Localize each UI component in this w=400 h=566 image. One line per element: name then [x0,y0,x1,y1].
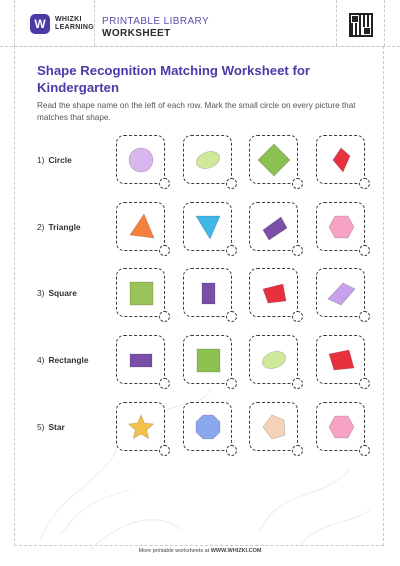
row-shape-name: Star [48,422,65,432]
shape-card [183,202,232,251]
shape-card [249,202,298,251]
rhombus-shape-icon [328,283,355,305]
footer-prefix: More printable worksheets at [138,548,211,554]
shape-card [183,268,232,317]
pentagon-shape-icon [263,415,285,439]
answer-checkbox[interactable] [226,245,237,256]
triangle-down-shape-icon [196,216,220,239]
answer-checkbox[interactable] [159,378,170,389]
row-label [37,422,65,432]
answer-checkbox[interactable] [359,311,370,322]
shape-card [316,268,365,317]
shape-card [316,135,365,184]
parallelogram-shape-icon [263,217,287,240]
header-right-rule [336,0,337,46]
shape-card [249,402,298,451]
ellipse-shape-icon [194,148,222,171]
shape-row [0,268,400,328]
square-shape-icon [130,282,153,305]
shape-row [0,402,400,462]
shape-card [183,335,232,384]
shape-card [183,135,232,184]
worksheet-label: WORKSHEET [102,28,171,39]
shape-card [116,268,165,317]
footer-site-link[interactable]: WWW.WHIZKI.COM [210,548,262,554]
answer-checkbox[interactable] [292,378,303,389]
shape-card [249,335,298,384]
rect-tall-shape-icon [202,283,215,304]
row-shape-name: Rectangle [48,355,89,365]
rect-wide-shape-icon [130,354,152,367]
row-shape-name: Square [48,288,77,298]
answer-checkbox[interactable] [159,245,170,256]
circle-shape-icon [129,148,153,172]
diamond-shape-icon [258,144,290,176]
star-shape-icon [129,415,154,439]
octagon-shape-icon [196,415,220,439]
footer-text [0,548,400,554]
shape-card [316,402,365,451]
row-number: 2) [37,222,45,232]
answer-checkbox[interactable] [159,178,170,189]
shape-card [116,135,165,184]
row-label [37,288,77,298]
shape-card [116,402,165,451]
answer-checkbox[interactable] [292,178,303,189]
answer-checkbox[interactable] [226,178,237,189]
row-shape-name: Triangle [48,222,81,232]
answer-checkbox[interactable] [359,445,370,456]
hexagon-shape-icon [329,216,354,238]
header-edge-rule [384,0,385,46]
answer-checkbox[interactable] [159,445,170,456]
hexagon-shape-icon [329,416,354,438]
answer-checkbox[interactable] [292,445,303,456]
row-label [37,222,81,232]
shape-card [316,202,365,251]
instructions-text: Read the shape name on the left of each row. Mark the small circle on every picture that matches that shape. [37,101,356,122]
answer-checkbox[interactable] [292,245,303,256]
shape-row [0,335,400,395]
triangle-shape-icon [130,214,154,238]
shape-card [316,335,365,384]
answer-checkbox[interactable] [226,378,237,389]
answer-checkbox[interactable] [226,311,237,322]
ellipse-shape-icon [260,348,288,371]
answer-checkbox[interactable] [159,311,170,322]
shape-card [249,268,298,317]
row-label [37,355,88,365]
library-heading [102,16,209,39]
logo-icon: W [30,14,50,34]
page-title: Shape Recognition Matching Worksheet for Kindergarten [37,63,311,95]
qr-code-icon [349,13,373,37]
quad-shape-icon [263,284,286,303]
logo-line-1: WHIZKI [55,16,82,23]
logo-line-2: LEARNING [55,24,94,31]
shape-card [249,135,298,184]
row-number: 3) [37,288,45,298]
row-number: 5) [37,422,45,432]
header-left-rule [14,0,15,46]
kite-shape-icon [333,148,350,172]
library-label: PRINTABLE LIBRARY [102,16,210,27]
trapezoid-shape-icon [329,350,354,370]
answer-checkbox[interactable] [359,378,370,389]
shape-card [183,402,232,451]
shape-row [0,202,400,262]
row-label [37,155,72,165]
row-shape-name: Circle [48,155,72,165]
shape-card [116,335,165,384]
answer-checkbox[interactable] [359,178,370,189]
brand-logo[interactable] [30,14,94,34]
shape-card [116,202,165,251]
square-shape-icon [197,349,220,372]
answer-checkbox[interactable] [292,311,303,322]
row-number: 4) [37,355,45,365]
shape-row [0,135,400,195]
row-number: 1) [37,155,45,165]
answer-checkbox[interactable] [359,245,370,256]
answer-checkbox[interactable] [226,445,237,456]
header-mid-rule [94,0,95,46]
